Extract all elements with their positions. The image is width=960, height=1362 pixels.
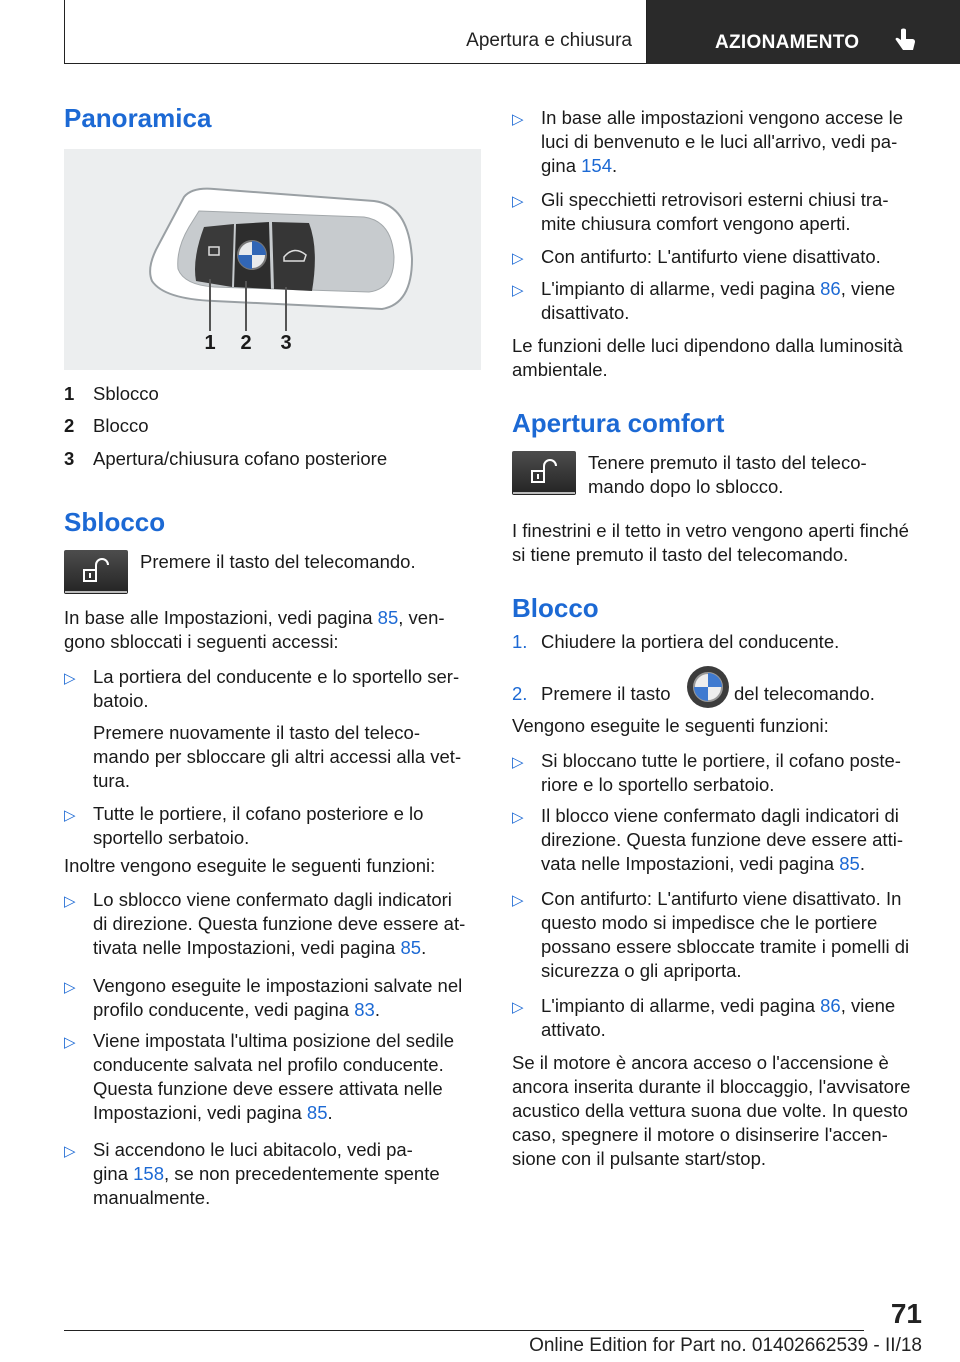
- pointing-hand-icon: [893, 28, 919, 54]
- luci-paragraph: Le funzioni delle luci dipendono dalla luminosità: [512, 335, 903, 356]
- page-link[interactable]: 86: [820, 995, 841, 1016]
- remote-key-illustration: [64, 149, 481, 370]
- triangle-bullet-icon: ▷: [64, 670, 76, 687]
- unlock-button-image: [64, 550, 128, 594]
- triangle-bullet-icon: ▷: [512, 999, 524, 1016]
- triangle-bullet-icon: ▷: [512, 111, 524, 128]
- inoltre-paragraph: Inoltre vengono eseguite le seguenti funzioni:: [64, 855, 436, 876]
- vengono-paragraph: Vengono eseguite le seguenti funzioni:: [512, 715, 829, 736]
- page-header: [64, 0, 960, 66]
- triangle-bullet-icon: ▷: [64, 1034, 76, 1051]
- sblocco-heading: Sblocco: [64, 507, 166, 537]
- panoramica-heading: Panoramica: [64, 103, 212, 133]
- apertura-comfort-heading: Apertura comfort: [512, 408, 725, 438]
- sblocco-paragraph: In base alle Impostazioni, vedi pagina 85, ven-: [64, 607, 445, 628]
- key-label-1: 1: [204, 332, 216, 354]
- triangle-bullet-icon: ▷: [64, 893, 76, 910]
- triangle-bullet-icon: ▷: [512, 193, 524, 210]
- unlock-icon: [512, 451, 576, 495]
- page-link[interactable]: 83: [354, 999, 375, 1020]
- page-link[interactable]: 86: [820, 278, 841, 299]
- page-link[interactable]: 85: [839, 853, 860, 874]
- chapter-tab: [64, 0, 647, 64]
- triangle-bullet-icon: ▷: [512, 892, 524, 909]
- triangle-bullet-icon: ▷: [64, 1143, 76, 1160]
- page-link[interactable]: 154: [581, 155, 612, 176]
- triangle-bullet-icon: ▷: [512, 809, 524, 826]
- sblocco-intro: Premere il tasto del telecomando.: [140, 551, 416, 572]
- triangle-bullet-icon: ▷: [512, 754, 524, 771]
- page-link[interactable]: 85: [306, 1102, 328, 1123]
- edition-footer: Online Edition for Part no. 01402662539 - II/18: [529, 1335, 922, 1356]
- comfort-intro: Tenere premuto il tasto del teleco-: [588, 452, 867, 473]
- section-title: AZIONAMENTO: [715, 32, 860, 53]
- chapter-title: Apertura e chiusura: [466, 30, 632, 51]
- triangle-bullet-icon: ▷: [512, 282, 524, 299]
- bmw-logo-button-icon: [686, 665, 730, 709]
- blocco-heading: Blocco: [512, 593, 599, 623]
- triangle-bullet-icon: ▷: [64, 979, 76, 996]
- unlock-icon: [64, 550, 128, 594]
- footer-divider: [64, 1330, 864, 1331]
- section-tab: [647, 0, 960, 64]
- key-label-2: 2: [240, 332, 252, 354]
- triangle-bullet-icon: ▷: [64, 807, 76, 824]
- finestrini-paragraph: I finestrini e il tetto in vetro vengono aperti finché: [512, 520, 909, 541]
- page-link[interactable]: 158: [133, 1163, 164, 1184]
- unlock-button-image: [512, 451, 576, 495]
- page-link[interactable]: 85: [400, 937, 422, 958]
- page-link[interactable]: 85: [377, 607, 399, 628]
- page-number: 71: [890, 1298, 922, 1329]
- triangle-bullet-icon: ▷: [512, 250, 524, 267]
- key-label-3: 3: [280, 332, 292, 354]
